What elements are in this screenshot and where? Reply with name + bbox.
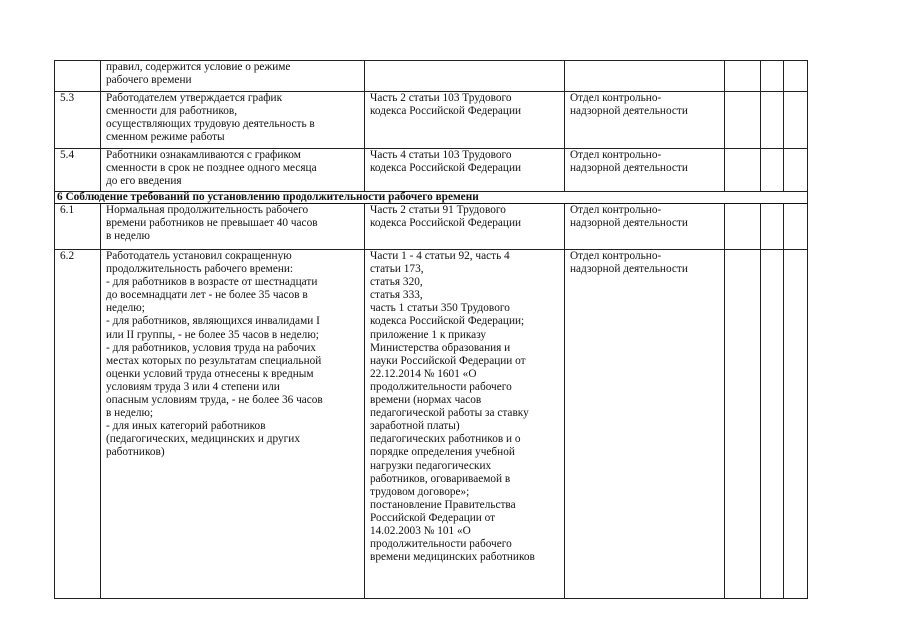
- check-cell: [725, 149, 761, 192]
- check-cell: [761, 149, 784, 192]
- requirement-cell: Работодателем утверждается график сменности для работников, осуществляющих трудовую деятельность в сменном режиме работы: [101, 92, 365, 149]
- legal-basis-cell: Часть 4 статьи 103 Трудового кодекса Российской Федерации: [365, 149, 565, 192]
- check-cell: [761, 250, 784, 599]
- legal-basis-cell: [365, 61, 565, 92]
- table-row: [55, 92, 808, 149]
- responsible-unit-cell: [565, 61, 725, 92]
- check-cell: [761, 204, 784, 250]
- row-number: 6.2: [55, 250, 101, 599]
- check-cell: [725, 92, 761, 149]
- check-cell: [761, 92, 784, 149]
- check-cell: [784, 92, 808, 149]
- check-cell: [761, 61, 784, 92]
- row-number: 5.4: [55, 149, 101, 192]
- requirements-table: [54, 60, 808, 599]
- check-cell: [784, 61, 808, 92]
- row-number: 5.3: [55, 92, 101, 149]
- table-row: [55, 204, 808, 250]
- check-cell: [725, 250, 761, 599]
- check-cell: [784, 250, 808, 599]
- check-cell: [784, 149, 808, 192]
- row-number: [55, 61, 101, 92]
- check-cell: [784, 204, 808, 250]
- check-cell: [725, 204, 761, 250]
- requirement-cell: Работодатель установил сокращенную продолжительность рабочего времени: - для работников в возрасте от шестнадцати до восемнадцати лет - не более 35 часов в неделю; - для работников, являющихся инвалидами I или II группы, - не более 35 часов в неделю; - для работников, условия труда на рабочих местах которых по результатам специальной оценки условий труда отнесены к вредным условиям труда 3 или 4 степени или опасным условиям труда, - не более 36 часов в неделю; - для иных категорий работников (педагогических, медицинских и других работников): [101, 250, 365, 599]
- legal-basis-cell: Часть 2 статьи 103 Трудового кодекса Российской Федерации: [365, 92, 565, 149]
- legal-basis-cell: Часть 2 статьи 91 Трудового кодекса Российской Федерации: [365, 204, 565, 250]
- responsible-unit-cell: Отдел контрольно- надзорной деятельности: [565, 149, 725, 192]
- requirement-cell: Работники ознакамливаются с графиком сменности в срок не позднее одного месяца до его введения: [101, 149, 365, 192]
- section-heading-row: [55, 192, 808, 204]
- requirement-cell: Нормальная продолжительность рабочего времени работников не превышает 40 часов в неделю: [101, 204, 365, 250]
- responsible-unit-cell: Отдел контрольно- надзорной деятельности: [565, 92, 725, 149]
- table-row: [55, 61, 808, 92]
- check-cell: [725, 61, 761, 92]
- legal-basis-cell: Части 1 - 4 статьи 92, часть 4 статьи 173, статья 320, статья 333, часть 1 статьи 350 Трудового кодекса Российской Федерации; приложение 1 к приказу Министерства образования и науки Российской Федерации от 22.12.2014 № 1601 «О продолжительности рабочего времени (нормах часов педагогической работы за ставку заработной платы) педагогических работников и о порядке определения учебной нагрузки педагогических работников, оговариваемой в трудовом договоре»; постановление Правительства Российской Федерации от 14.02.2003 № 101 «О продолжительности рабочего времени медицинских работников: [365, 250, 565, 599]
- requirement-cell: правил, содержится условие о режиме рабочего времени: [101, 61, 365, 92]
- table-row: [55, 250, 808, 599]
- table-row: [55, 149, 808, 192]
- responsible-unit-cell: Отдел контрольно- надзорной деятельности: [565, 250, 725, 599]
- responsible-unit-cell: Отдел контрольно- надзорной деятельности: [565, 204, 725, 250]
- row-number: 6.1: [55, 204, 101, 250]
- section-heading: 6 Соблюдение требований по установлению продолжительности рабочего времени: [55, 192, 808, 204]
